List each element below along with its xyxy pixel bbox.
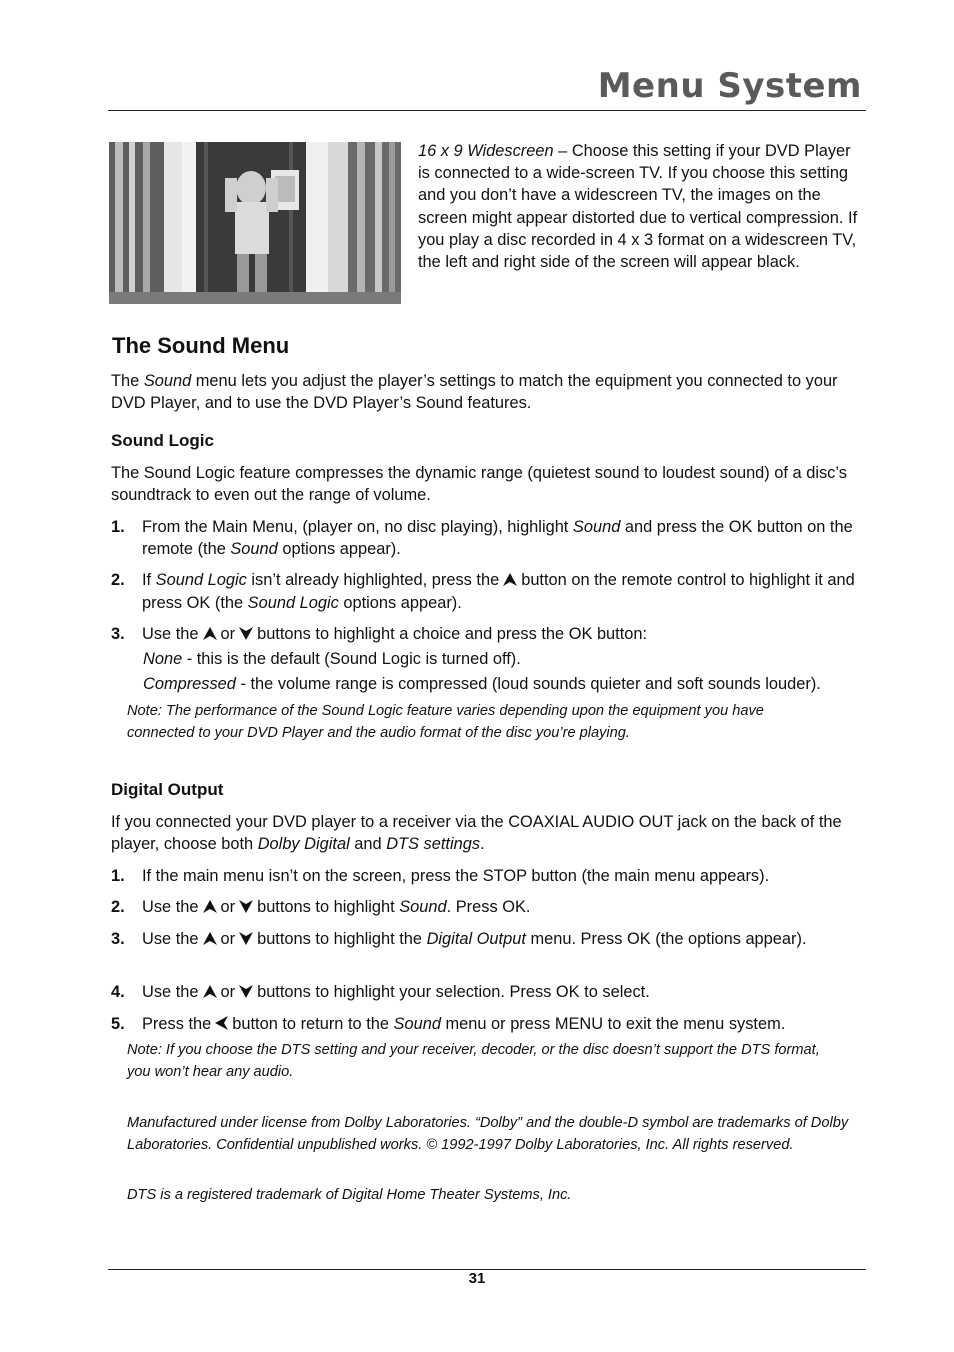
step-text-part: menu. Press OK (the options appear). (525, 930, 807, 948)
down-arrow-icon (239, 897, 253, 919)
widescreen-term: 16 x 9 Widescreen (418, 142, 554, 160)
step-text-part: or (220, 930, 236, 948)
step-text-part: buttons to highlight your selection. Press OK to select. (257, 983, 650, 1001)
step-text-part: button on the remote control to highlight it and press OK (the (142, 571, 855, 612)
intro-term: DTS settings (386, 835, 481, 853)
step-term: Digital Output (426, 930, 526, 948)
sound-menu-heading: The Sound Menu (112, 333, 290, 358)
left-arrow-icon (215, 1014, 228, 1036)
sound-menu-intro-term: Sound (143, 372, 192, 390)
step-text (142, 623, 867, 646)
step-number: 4. (111, 983, 125, 1001)
up-arrow-icon (203, 982, 217, 1004)
step-text-part: options appear). (338, 594, 462, 612)
step-text-part: From the Main Menu, (player on, no disc playing), highlight (142, 518, 573, 536)
intro-text-part: and (349, 835, 387, 853)
dolby-trademark-notice: Manufactured under license from Dolby Laboratories. “Dolby” and the double-D symbol are trademarks of Dolby Laboratories. Confidential unpublished works. © 1992-1997 Dolby Laboratories, Inc. All rights reserved. (127, 1115, 849, 1153)
option-text: - this is the default (Sound Logic is turned off). (182, 650, 521, 668)
step-number: 3. (111, 930, 125, 948)
sound-logic-heading: Sound Logic (111, 431, 214, 450)
digital-output-step-4 (111, 981, 867, 1004)
step-text-part: Use the (142, 983, 199, 1001)
sound-logic-note: Note: The performance of the Sound Logic feature varies depending upon the equipment you have connected to your DVD Player and the audio format of the disc you’re playing. (127, 703, 764, 741)
sound-menu-intro-a: The (111, 372, 144, 390)
step-text-part: or (220, 983, 236, 1001)
intro-text-part: If you connected your DVD player to a receiver via the COAXIAL AUDIO OUT jack on the back of the player, choose both (111, 813, 842, 853)
header-divider (108, 110, 866, 111)
step-text-part: isn’t already highlighted, press the (246, 571, 500, 589)
step-text (142, 516, 867, 560)
option-term: Compressed (143, 675, 236, 693)
step-number: 5. (111, 1015, 125, 1033)
sound-logic-step-1 (111, 516, 867, 560)
step-number: 1. (111, 518, 125, 536)
sound-logic-step-3 (111, 623, 867, 646)
step-term: Sound (399, 898, 447, 916)
step-text-part: button to return to the (232, 1015, 394, 1033)
down-arrow-icon (239, 982, 253, 1004)
step-number: 2. (111, 571, 125, 589)
up-arrow-icon (203, 929, 217, 951)
step-term: Sound Logic (155, 571, 247, 589)
step-text-part: or (220, 898, 236, 916)
step-text-part: Use the (142, 930, 199, 948)
digital-output-note: Note: If you choose the DTS setting and your receiver, decoder, or the disc doesn’t support the DTS format, you won’t hear any audio. (127, 1042, 820, 1080)
step-text-part: Press the (142, 1015, 212, 1033)
sound-logic-option-compressed (143, 673, 865, 695)
step-number: 2. (111, 898, 125, 916)
step-text-part: If (142, 571, 156, 589)
digital-output-step-2 (111, 896, 867, 919)
step-number: 3. (111, 625, 125, 643)
step-text-part: options appear). (277, 540, 401, 558)
step-text-part: . Press OK. (446, 898, 531, 916)
digital-output-step-1 (111, 865, 867, 887)
step-text (142, 1013, 867, 1036)
option-term: None (143, 650, 183, 668)
step-text-part: buttons to highlight a choice and press the OK button: (257, 625, 648, 643)
sound-logic-step-2 (111, 569, 867, 614)
sound-logic-intro: The Sound Logic feature compresses the dynamic range (quietest sound to loudest sound) of a disc’s soundtrack to even out the range of volume. (111, 464, 847, 504)
sound-logic-option-none (143, 648, 865, 670)
sound-menu-intro-rest: menu lets you adjust the player’s settings to match the equipment you connected to your DVD Player, and to use the DVD Player’s Sound features. (111, 372, 838, 412)
digital-output-step-5 (111, 1013, 867, 1036)
step-number: 1. (111, 867, 125, 885)
step-text-part: buttons to highlight (257, 898, 400, 916)
widescreen-example-photo (109, 142, 401, 304)
page-title: Menu System (597, 66, 862, 106)
page-number: 31 (468, 1270, 486, 1287)
step-text-part: or (220, 625, 236, 643)
step-text (142, 896, 867, 919)
sound-menu-intro (111, 370, 863, 414)
step-term: Sound (572, 518, 621, 536)
digital-output-intro (111, 811, 863, 855)
down-arrow-icon (239, 929, 253, 951)
step-term: Sound (393, 1015, 441, 1033)
step-text (142, 928, 867, 951)
widescreen-text: – Choose this setting if your DVD Player is connected to a wide-screen TV. If you choose this setting and you don’t have a widescreen TV, the images on the screen might appear distorted due to vertical compression. If you play a disc recorded in 4 x 3 format on a widescreen TV, the left and right side of the screen will appear black. (418, 142, 858, 272)
up-arrow-icon (203, 624, 217, 646)
up-arrow-icon (203, 897, 217, 919)
step-text-part: buttons to highlight the (257, 930, 427, 948)
intro-text-part: . (480, 835, 485, 853)
step-text-part: menu or press MENU to exit the menu system. (440, 1015, 786, 1033)
dts-trademark-notice: DTS is a registered trademark of Digital Home Theater Systems, Inc. (127, 1187, 572, 1203)
option-text: - the volume range is compressed (loud sounds quieter and soft sounds louder). (235, 675, 821, 693)
step-text-part: Use the (142, 625, 199, 643)
digital-output-heading: Digital Output (111, 780, 224, 799)
step-text-part: and press the OK button on the remote (the (142, 518, 853, 558)
digital-output-step-3 (111, 928, 867, 951)
step-term: Sound Logic (247, 594, 339, 612)
step-text-part: Use the (142, 898, 199, 916)
step-text (142, 569, 867, 614)
intro-term: Dolby Digital (257, 835, 350, 853)
up-arrow-icon (503, 570, 517, 592)
step-text (142, 981, 867, 1004)
step-text: If the main menu isn’t on the screen, press the STOP button (the main menu appears). (142, 867, 770, 885)
step-term: Sound (230, 540, 278, 558)
down-arrow-icon (239, 624, 253, 646)
widescreen-description (418, 140, 858, 273)
